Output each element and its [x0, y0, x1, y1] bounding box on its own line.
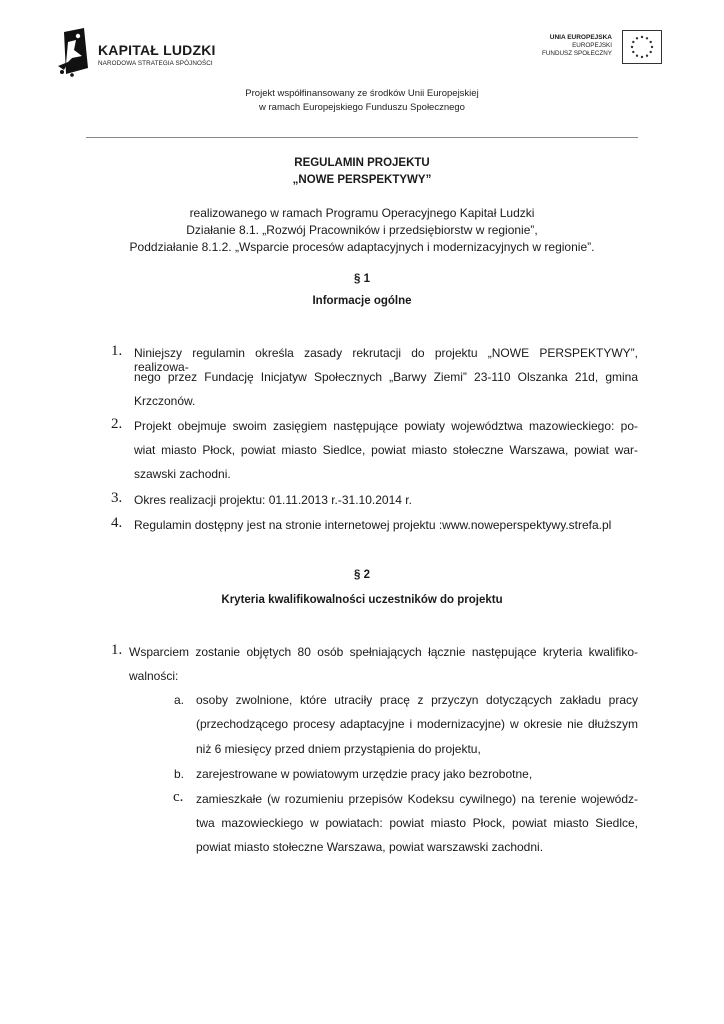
section1-item1-line2: nego przez Fundację Inicjatyw Społecznych „Barwy Ziemi” 23-110 Olszanka 21d, gmina	[134, 370, 638, 384]
document-title-line2: „NOWE PERSPEKTYWY”	[292, 174, 432, 186]
section2-subitem-c-line2: twa mazowieckiego w powiatach: powiat miasto Płock, powiat miasto Siedlce,	[196, 816, 638, 830]
section1-item1-line1: Niniejszy regulamin określa zasady rekrutacji do projektu „NOWE PERSPEKTYWY”, realizowa-	[134, 346, 638, 374]
eu-logo-line3: FUNDUSZ SPOŁECZNY	[542, 50, 612, 57]
section1-sign: § 1	[354, 273, 370, 285]
section2-sign: § 2	[354, 569, 370, 581]
section1-item2-line2: wiat miasto Płock, powiat miasto Siedlce, powiat miasto stołeczne Warszawa, powiat war-	[134, 443, 638, 457]
eu-flag-icon	[622, 30, 662, 64]
section1-item4-number: 4.	[111, 515, 123, 531]
eu-logo-text	[542, 34, 612, 58]
section2-subitem-a-line2: (przechodzącego procesy adaptacyjne i modernizacyjne) w okresie nie dłuższym	[196, 717, 638, 731]
eu-logo-line2: EUROPEJSKI	[572, 42, 612, 49]
section1-item2-number: 2.	[111, 416, 123, 432]
section1-item1-line3: Krzczonów.	[134, 394, 196, 408]
section2-item1-line1: Wsparciem zostanie objętych 80 osób spełniających łącznie następujące kryteria kwalifiko-	[129, 645, 638, 659]
section1-item1-number: 1.	[111, 343, 123, 359]
eu-logo	[520, 30, 662, 68]
section1-heading: Informacje ogólne	[312, 295, 412, 307]
section1-item2-line3: szawski zachodni.	[134, 467, 231, 481]
cofinancing-line1: Projekt współfinansowany ze środków Unii Europejskiej	[245, 88, 479, 99]
section2-item1-line2: walności:	[129, 669, 179, 683]
section2-subitem-a-line3: niż 6 miesięcy przed dniem przystąpienia do projektu,	[196, 742, 481, 756]
subtitle-line3: Poddziałanie 8.1.2. „Wsparcie procesów adaptacyjnych i modernizacyjnych w regionie”.	[129, 240, 595, 254]
header-divider	[86, 137, 638, 138]
section2-subitem-c-line3: powiat miasto stołeczne Warszawa, powiat warszawski zachodni.	[196, 840, 544, 854]
subtitle-line2: Działanie 8.1. „Rozwój Pracowników i przedsiębiorstw w regionie”,	[186, 223, 538, 237]
kapital-ludzki-subtitle: NARODOWA STRATEGIA SPÓJNOŚCI	[98, 60, 213, 67]
subtitle-line1: realizowanego w ramach Programu Operacyjnego Kapitał Ludzki	[189, 206, 535, 220]
section1-item3-number: 3.	[111, 490, 123, 506]
section2-subitem-a-line1: osoby zwolnione, które utraciły pracę z przyczyn dotyczących zakładu pracy	[196, 693, 638, 707]
kapital-ludzki-logo	[58, 28, 258, 80]
section2-subitem-b-line1: zarejestrowane w powiatowym urzędzie pracy jako bezrobotne,	[196, 767, 533, 781]
document-title-line1: REGULAMIN PROJEKTU	[294, 157, 430, 169]
section2-heading: Kryteria kwalifikowalności uczestników do projektu	[221, 594, 503, 606]
section2-subitem-b-letter: b.	[174, 767, 185, 781]
cofinancing-line2: w ramach Europejskiego Funduszu Społecznego	[259, 102, 465, 113]
section1-item4-line1: Regulamin dostępny jest na stronie internetowej projektu :www.noweperspektywy.strefa.pl	[134, 518, 612, 532]
section2-subitem-a-letter: a.	[174, 693, 185, 707]
section1-item2-line1: Projekt obejmuje swoim zasięgiem następujące powiaty województwa mazowieckiego: po-	[134, 419, 638, 433]
section2-item1-number: 1.	[111, 642, 123, 658]
section1-item3-line1: Okres realizacji projektu: 01.11.2013 r.-31.10.2014 r.	[134, 493, 412, 507]
section2-subitem-c-line1: zamieszkałe (w rozumieniu przepisów Kodeksu cywilnego) na terenie wojewódz-	[196, 792, 638, 806]
eu-logo-line1: UNIA EUROPEJSKA	[549, 34, 612, 41]
section2-subitem-c-letter: c.	[173, 789, 184, 805]
kapital-ludzki-emblem-icon	[58, 28, 96, 78]
kapital-ludzki-title: KAPITAŁ LUDZKI	[98, 42, 216, 58]
